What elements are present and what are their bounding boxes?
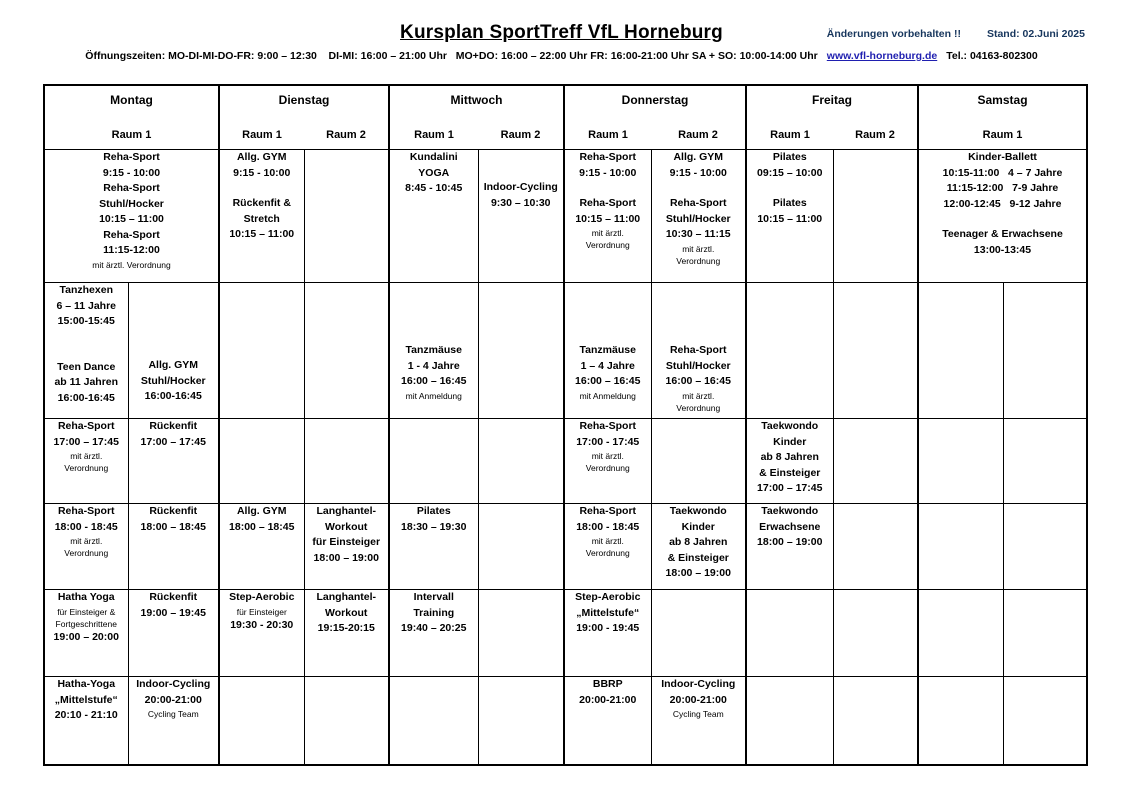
schedule-cell bbox=[389, 504, 478, 590]
note-line: mit ärztl. Verordnung bbox=[92, 259, 171, 270]
course-line: 19:00 - 19:45 bbox=[576, 622, 640, 634]
course-line: 8:45 - 10:45 bbox=[405, 182, 463, 194]
course-line: 9:30 – 10:30 bbox=[490, 196, 551, 209]
schedule-cell bbox=[128, 283, 219, 419]
empty-cell bbox=[304, 150, 389, 283]
course-line: Langhantel- bbox=[316, 591, 376, 603]
course-line: Allg. GYM bbox=[148, 359, 199, 371]
empty-cell bbox=[833, 504, 918, 590]
note-line: mit ärztl. bbox=[70, 536, 103, 546]
spacer-line bbox=[479, 150, 564, 165]
schedule-cell bbox=[564, 677, 651, 765]
course-line: 12:00-12:45 9-12 Jahre bbox=[943, 197, 1062, 210]
schedule-cell bbox=[128, 677, 219, 765]
course-line: Allg. GYM bbox=[673, 151, 724, 163]
course-line: Rückenfit bbox=[149, 505, 198, 517]
course-line: Allg. GYM bbox=[236, 505, 287, 517]
opening-hours: Öffnungszeiten: MO-DI-MI-DO-FR: 9:00 – 12:30 DI-MI: 16:00 – 21:00 Uhr MO+DO: 16:00 – 22:00 Uhr FR: 16:00-21:00 Uhr SA + SO: 10:00-14:00 Uhr bbox=[85, 50, 818, 62]
note-line: Verordnung bbox=[64, 463, 109, 473]
spacer-line bbox=[652, 181, 746, 196]
empty-cell bbox=[1003, 283, 1087, 419]
course-line: 19:00 – 19:45 bbox=[140, 606, 206, 619]
opening-hours-line bbox=[0, 50, 1123, 62]
course-line: 16:00 – 16:45 bbox=[575, 375, 641, 387]
course-line: 18:00 – 19:00 bbox=[313, 551, 379, 564]
empty-cell bbox=[918, 283, 1003, 419]
course-line: 10:15 – 11:00 bbox=[575, 212, 641, 225]
room-header: Raum 2 bbox=[478, 119, 564, 150]
course-line: 13:00-13:45 bbox=[973, 243, 1032, 256]
schedule-cell bbox=[651, 150, 746, 283]
course-line: 6 – 11 Jahre bbox=[56, 299, 117, 312]
empty-cell bbox=[918, 419, 1003, 504]
spacer-line bbox=[129, 298, 219, 313]
empty-cell bbox=[219, 677, 304, 765]
schedule-cell bbox=[478, 150, 564, 283]
spacer-line bbox=[390, 313, 478, 328]
spacer-line bbox=[129, 328, 219, 343]
course-line: Stuhl/Hocker bbox=[99, 197, 164, 210]
spacer-line bbox=[129, 283, 219, 298]
changes-note: Änderungen vorbehalten !! bbox=[826, 28, 961, 40]
course-line: 9:15 - 10:00 bbox=[579, 166, 637, 179]
course-line: Intervall bbox=[413, 591, 454, 603]
course-line: 20:00-21:00 bbox=[144, 693, 202, 706]
course-line: Kinder bbox=[773, 435, 807, 448]
spacer-line bbox=[129, 313, 219, 328]
course-line: 10:15 – 11:00 bbox=[757, 212, 823, 225]
room-header: Raum 2 bbox=[304, 119, 389, 150]
note-line: für Einsteiger & bbox=[57, 606, 116, 617]
empty-cell bbox=[833, 150, 918, 283]
header-note-area bbox=[827, 28, 1085, 40]
course-line: 1 – 4 Jahre bbox=[580, 359, 635, 372]
schedule-cell bbox=[44, 677, 128, 765]
course-line: Stuhl/Hocker bbox=[665, 359, 731, 372]
schedule-body bbox=[44, 150, 1087, 765]
schedule-cell bbox=[219, 150, 304, 283]
room-header: Raum 1 bbox=[389, 119, 478, 150]
schedule-cell bbox=[651, 283, 746, 419]
course-line: 18:00 – 19:00 bbox=[665, 567, 731, 579]
course-line: Rückenfit bbox=[149, 591, 198, 603]
schedule-cell bbox=[746, 150, 833, 283]
course-line: 11:15-12:00 7-9 Jahre bbox=[946, 182, 1059, 194]
course-line: Kinder-Ballett bbox=[968, 151, 1037, 163]
spacer-line bbox=[565, 328, 651, 343]
empty-cell bbox=[833, 283, 918, 419]
empty-cell bbox=[478, 283, 564, 419]
spacer-line bbox=[129, 343, 219, 358]
course-line: Reha-Sport bbox=[103, 182, 160, 194]
spacer-line bbox=[390, 298, 478, 313]
course-line: Pilates bbox=[772, 151, 807, 163]
schedule-cell bbox=[564, 150, 651, 283]
course-line: Teen Dance bbox=[57, 360, 116, 373]
spacer-line bbox=[390, 328, 478, 343]
course-line: 9:15 - 10:00 bbox=[102, 166, 161, 179]
course-line: Tanzmäuse bbox=[405, 344, 462, 356]
note-line: Verordnung bbox=[585, 548, 630, 558]
course-line: Tanzhexen bbox=[59, 284, 113, 296]
course-line: Step-Aerobic bbox=[575, 591, 641, 603]
course-line: Teenager & Erwachsene bbox=[942, 228, 1063, 240]
schedule-cell bbox=[564, 419, 651, 504]
note-line: Cycling Team bbox=[147, 709, 199, 719]
day-header: Samstag bbox=[918, 85, 1087, 119]
course-line: 18:30 – 19:30 bbox=[401, 520, 467, 533]
course-line: BBRP bbox=[592, 678, 623, 690]
course-line: Taekwondo bbox=[669, 505, 727, 517]
note-line: mit ärztl. bbox=[682, 243, 715, 254]
spacer-line bbox=[919, 212, 1086, 227]
course-line: Training bbox=[413, 606, 455, 619]
schedule-cell bbox=[219, 590, 304, 677]
course-line: Indoor-Cycling bbox=[661, 678, 736, 690]
schedule-cell bbox=[564, 590, 651, 677]
spacer-line bbox=[652, 298, 746, 313]
spacer-line bbox=[652, 328, 746, 343]
room-header: Raum 1 bbox=[564, 119, 651, 150]
course-line: 20:00-21:00 bbox=[579, 693, 637, 706]
schedule-cell bbox=[564, 504, 651, 590]
empty-cell bbox=[1003, 590, 1087, 677]
schedule-cell bbox=[389, 283, 478, 419]
note-line: Verordnung bbox=[585, 240, 630, 250]
course-line: Reha-Sport bbox=[57, 505, 115, 517]
day-header: Donnerstag bbox=[564, 85, 746, 119]
course-line: 10:15 – 11:00 bbox=[229, 228, 295, 240]
schedule-cell bbox=[389, 590, 478, 677]
course-line: Kundalini bbox=[409, 151, 458, 163]
phone-number: Tel.: 04163-802300 bbox=[946, 50, 1038, 62]
course-line: 19:00 – 20:00 bbox=[53, 630, 119, 643]
schedule-cell bbox=[651, 677, 746, 765]
course-line: Workout bbox=[325, 520, 368, 533]
note-line: mit ärztl. bbox=[591, 536, 624, 546]
day-header: Mittwoch bbox=[389, 85, 564, 119]
course-line: Hatha Yoga bbox=[57, 591, 115, 603]
course-line: 09:15 – 10:00 bbox=[757, 166, 823, 179]
empty-cell bbox=[478, 419, 564, 504]
empty-cell bbox=[1003, 504, 1087, 590]
empty-cell bbox=[304, 677, 389, 765]
page-title: Kursplan SportTreff VfL Horneburg bbox=[400, 22, 723, 43]
course-line: 10:15-11:00 4 – 7 Jahre bbox=[942, 166, 1063, 179]
course-line: 19:30 - 20:30 bbox=[230, 618, 294, 631]
course-line: 20:00-21:00 bbox=[669, 693, 727, 706]
empty-cell bbox=[304, 419, 389, 504]
room-header: Raum 1 bbox=[44, 119, 219, 150]
course-line: Reha-Sport bbox=[579, 197, 637, 209]
empty-cell bbox=[833, 590, 918, 677]
schedule-header bbox=[44, 85, 1087, 150]
note-line: Verordnung bbox=[64, 548, 109, 558]
empty-cell bbox=[478, 677, 564, 765]
schedule-cell bbox=[918, 150, 1087, 283]
course-line: Step-Aerobic bbox=[229, 591, 295, 603]
schedule-cell bbox=[219, 504, 304, 590]
course-line: Langhantel- bbox=[316, 505, 376, 517]
course-line: 17:00 - 17:45 bbox=[576, 435, 640, 448]
course-line: 1 - 4 Jahre bbox=[407, 359, 460, 372]
course-line: „Mittelstufe“ bbox=[54, 693, 118, 706]
schedule-table bbox=[43, 84, 1088, 766]
course-line: „Mittelstufe“ bbox=[576, 606, 640, 619]
spacer-line bbox=[652, 283, 746, 298]
course-line: 11:15-12:00 bbox=[103, 244, 160, 256]
course-line: 10:15 – 11:00 bbox=[99, 213, 164, 225]
schedule-cell bbox=[746, 419, 833, 504]
course-line: ab 11 Jahren bbox=[54, 376, 119, 388]
schedule-cell bbox=[304, 590, 389, 677]
spacer-line bbox=[390, 283, 478, 298]
course-line: Stuhl/Hocker bbox=[665, 212, 731, 225]
course-line: 16:00 – 16:45 bbox=[665, 375, 731, 387]
stand-date: Stand: 02.Juni 2025 bbox=[986, 28, 1085, 40]
empty-cell bbox=[1003, 677, 1087, 765]
empty-cell bbox=[918, 677, 1003, 765]
spacer-line bbox=[565, 181, 651, 196]
note-line: Verordnung bbox=[676, 402, 721, 413]
course-line: 16:00-16:45 bbox=[144, 390, 202, 402]
course-line: & Einsteiger bbox=[759, 466, 821, 479]
website-link[interactable]: www.vfl-horneburg.de bbox=[826, 50, 938, 62]
empty-cell bbox=[304, 283, 389, 419]
course-line: 18:00 – 18:45 bbox=[140, 520, 206, 533]
empty-cell bbox=[478, 590, 564, 677]
room-header: Raum 1 bbox=[219, 119, 304, 150]
course-line: 16:00-16:45 bbox=[57, 391, 115, 404]
course-line: Reha-Sport bbox=[579, 420, 637, 432]
schedule-cell bbox=[44, 590, 128, 677]
course-line: Reha-Sport bbox=[669, 197, 727, 209]
course-line: 16:00 – 16:45 bbox=[401, 375, 467, 387]
note-line: mit ärztl. bbox=[682, 390, 715, 401]
course-line: 17:00 – 17:45 bbox=[757, 482, 823, 494]
empty-cell bbox=[1003, 419, 1087, 504]
note-line: mit ärztl. bbox=[591, 228, 624, 238]
note-line: Verordnung bbox=[585, 463, 630, 473]
spacer-line bbox=[45, 345, 128, 360]
empty-cell bbox=[746, 283, 833, 419]
day-header: Dienstag bbox=[219, 85, 389, 119]
course-line: 15:00-15:45 bbox=[57, 315, 115, 327]
schedule-cell bbox=[44, 504, 128, 590]
schedule-cell bbox=[128, 590, 219, 677]
course-line: ab 8 Jahren bbox=[669, 536, 728, 548]
note-line: mit ärztl. bbox=[70, 451, 103, 461]
note-line: Fortgeschrittene bbox=[55, 618, 117, 629]
empty-cell bbox=[219, 419, 304, 504]
empty-cell bbox=[918, 590, 1003, 677]
spacer-line bbox=[220, 181, 304, 196]
course-line: 9:15 - 10:00 bbox=[233, 166, 291, 179]
day-header: Montag bbox=[44, 85, 219, 119]
course-line: Hatha-Yoga bbox=[57, 678, 116, 690]
schedule-cell bbox=[389, 150, 478, 283]
schedule-cell bbox=[564, 283, 651, 419]
course-line: Reha-Sport bbox=[103, 228, 160, 241]
spacer-line bbox=[45, 330, 128, 345]
schedule-cell bbox=[746, 504, 833, 590]
course-line: Taekwondo bbox=[761, 505, 819, 517]
empty-cell bbox=[651, 590, 746, 677]
spacer-line bbox=[565, 298, 651, 313]
empty-cell bbox=[746, 590, 833, 677]
schedule-cell bbox=[651, 504, 746, 590]
course-line: Workout bbox=[325, 606, 368, 619]
course-line: Pilates bbox=[772, 197, 807, 209]
course-line: Rückenfit bbox=[149, 420, 198, 432]
course-line: Pilates bbox=[416, 505, 451, 517]
course-line: Reha-Sport bbox=[579, 151, 637, 163]
note-line: für Einsteiger bbox=[236, 606, 287, 617]
spacer-line bbox=[747, 181, 833, 196]
course-line: 17:00 – 17:45 bbox=[140, 435, 206, 448]
course-line: 18:00 – 18:45 bbox=[229, 520, 295, 533]
course-line: 10:30 – 11:15 bbox=[665, 228, 731, 240]
course-line: & Einsteiger bbox=[667, 551, 729, 564]
empty-cell bbox=[478, 504, 564, 590]
course-line: Stretch bbox=[243, 212, 280, 225]
course-line: YOGA bbox=[418, 166, 450, 179]
course-line: Taekwondo bbox=[761, 420, 819, 432]
course-line: Reha-Sport bbox=[57, 420, 115, 432]
spacer-line bbox=[479, 165, 564, 180]
room-header: Raum 1 bbox=[746, 119, 833, 150]
day-header: Freitag bbox=[746, 85, 918, 119]
course-line: 19:40 – 20:25 bbox=[401, 622, 467, 634]
schedule-cell bbox=[128, 504, 219, 590]
course-line: 9:15 - 10:00 bbox=[669, 166, 727, 179]
course-line: Allg. GYM bbox=[236, 151, 287, 163]
schedule-cell bbox=[44, 419, 128, 504]
note-line: Cycling Team bbox=[672, 709, 724, 719]
room-header: Raum 2 bbox=[833, 119, 918, 150]
course-line: Tanzmäuse bbox=[579, 344, 636, 356]
course-line: Reha-Sport bbox=[579, 505, 637, 517]
course-line: 18:00 - 18:45 bbox=[54, 520, 118, 533]
spacer-line bbox=[565, 313, 651, 328]
empty-cell bbox=[219, 283, 304, 419]
note-line: mit Anmeldung bbox=[405, 390, 462, 401]
course-line: Rückenfit & bbox=[232, 197, 291, 209]
empty-cell bbox=[918, 504, 1003, 590]
course-line: Stuhl/Hocker bbox=[140, 374, 206, 387]
course-line: 17:00 – 17:45 bbox=[53, 435, 119, 448]
schedule-cell bbox=[44, 150, 219, 283]
course-line: 19:15-20:15 bbox=[317, 622, 375, 634]
course-line: 18:00 – 19:00 bbox=[757, 536, 823, 548]
course-line: Reha-Sport bbox=[103, 151, 160, 163]
room-header: Raum 1 bbox=[918, 119, 1087, 150]
course-line: Indoor-Cycling bbox=[136, 678, 211, 690]
course-line: Reha-Sport bbox=[669, 344, 727, 356]
empty-cell bbox=[833, 419, 918, 504]
note-line: mit Anmeldung bbox=[579, 390, 636, 401]
schedule-cell bbox=[44, 283, 128, 419]
schedule-cell bbox=[128, 419, 219, 504]
spacer-line bbox=[652, 313, 746, 328]
course-line: 20:10 - 21:10 bbox=[54, 709, 118, 721]
course-line: ab 8 Jahren bbox=[760, 451, 819, 463]
empty-cell bbox=[389, 677, 478, 765]
empty-cell bbox=[746, 677, 833, 765]
schedule-cell bbox=[304, 504, 389, 590]
note-line: Verordnung bbox=[676, 255, 721, 266]
course-line: 18:00 - 18:45 bbox=[576, 520, 640, 533]
note-line: mit ärztl. bbox=[591, 451, 624, 461]
course-line: für Einsteiger bbox=[312, 536, 381, 548]
room-header: Raum 2 bbox=[651, 119, 746, 150]
course-line: Kinder bbox=[681, 520, 715, 533]
spacer-line bbox=[565, 283, 651, 298]
empty-cell bbox=[833, 677, 918, 765]
course-line: Indoor-Cycling bbox=[483, 181, 558, 193]
empty-cell bbox=[389, 419, 478, 504]
course-line: Erwachsene bbox=[759, 520, 821, 533]
empty-cell bbox=[651, 419, 746, 504]
